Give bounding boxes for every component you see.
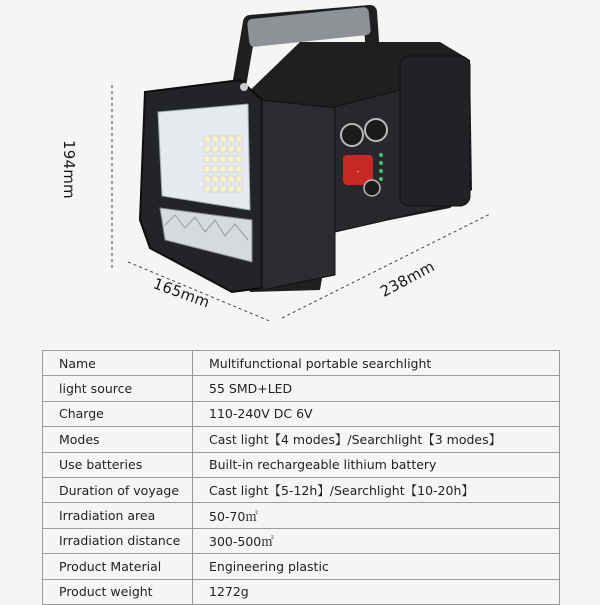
spec-label: Use batteries [43,452,193,477]
spec-label: Duration of voyage [43,477,193,502]
depth-label: 165mm [150,274,213,312]
spec-label: Irradiation area [43,503,193,528]
table-row [43,401,560,426]
spec-value: 110-240V DC 6V [193,401,560,426]
table-row [43,351,560,376]
spec-label: Product weight [43,579,193,604]
table-row [43,554,560,579]
table-row [43,528,560,553]
table-row [43,579,560,604]
spec-value: Cast light【5-12h】/Searchlight【10-20h】 [193,477,560,502]
spec-label: Name [43,351,193,376]
spec-value: 300-500㎡ [193,528,560,553]
svg-text:-: - [355,167,361,176]
spec-label: Charge [43,401,193,426]
height-label: 194mm [60,140,78,199]
spec-table [42,350,560,605]
spec-value: Built-in rechargeable lithium battery [193,452,560,477]
width-label: 238mm [377,257,438,301]
spec-value: Cast light【4 modes】/Searchlight【3 modes】 [193,427,560,452]
spec-value: 50-70㎡ [193,503,560,528]
table-row [43,376,560,401]
table-row [43,503,560,528]
spec-value: 55 SMD+LED [193,376,560,401]
table-row [43,427,560,452]
spec-value: 1272g [193,579,560,604]
usb-port-ring-right [365,119,387,141]
spec-label: Product Material [43,554,193,579]
top-switch-icon [240,83,248,91]
spec-value: Multifunctional portable searchlight [193,351,560,376]
usb-port-ring-left [341,124,363,146]
table-row [43,452,560,477]
spec-value: Engineering plastic [193,554,560,579]
spec-label: Modes [43,427,193,452]
table-row [43,477,560,502]
power-button [364,180,380,196]
spec-label: light source [43,376,193,401]
spec-label: Irradiation distance [43,528,193,553]
